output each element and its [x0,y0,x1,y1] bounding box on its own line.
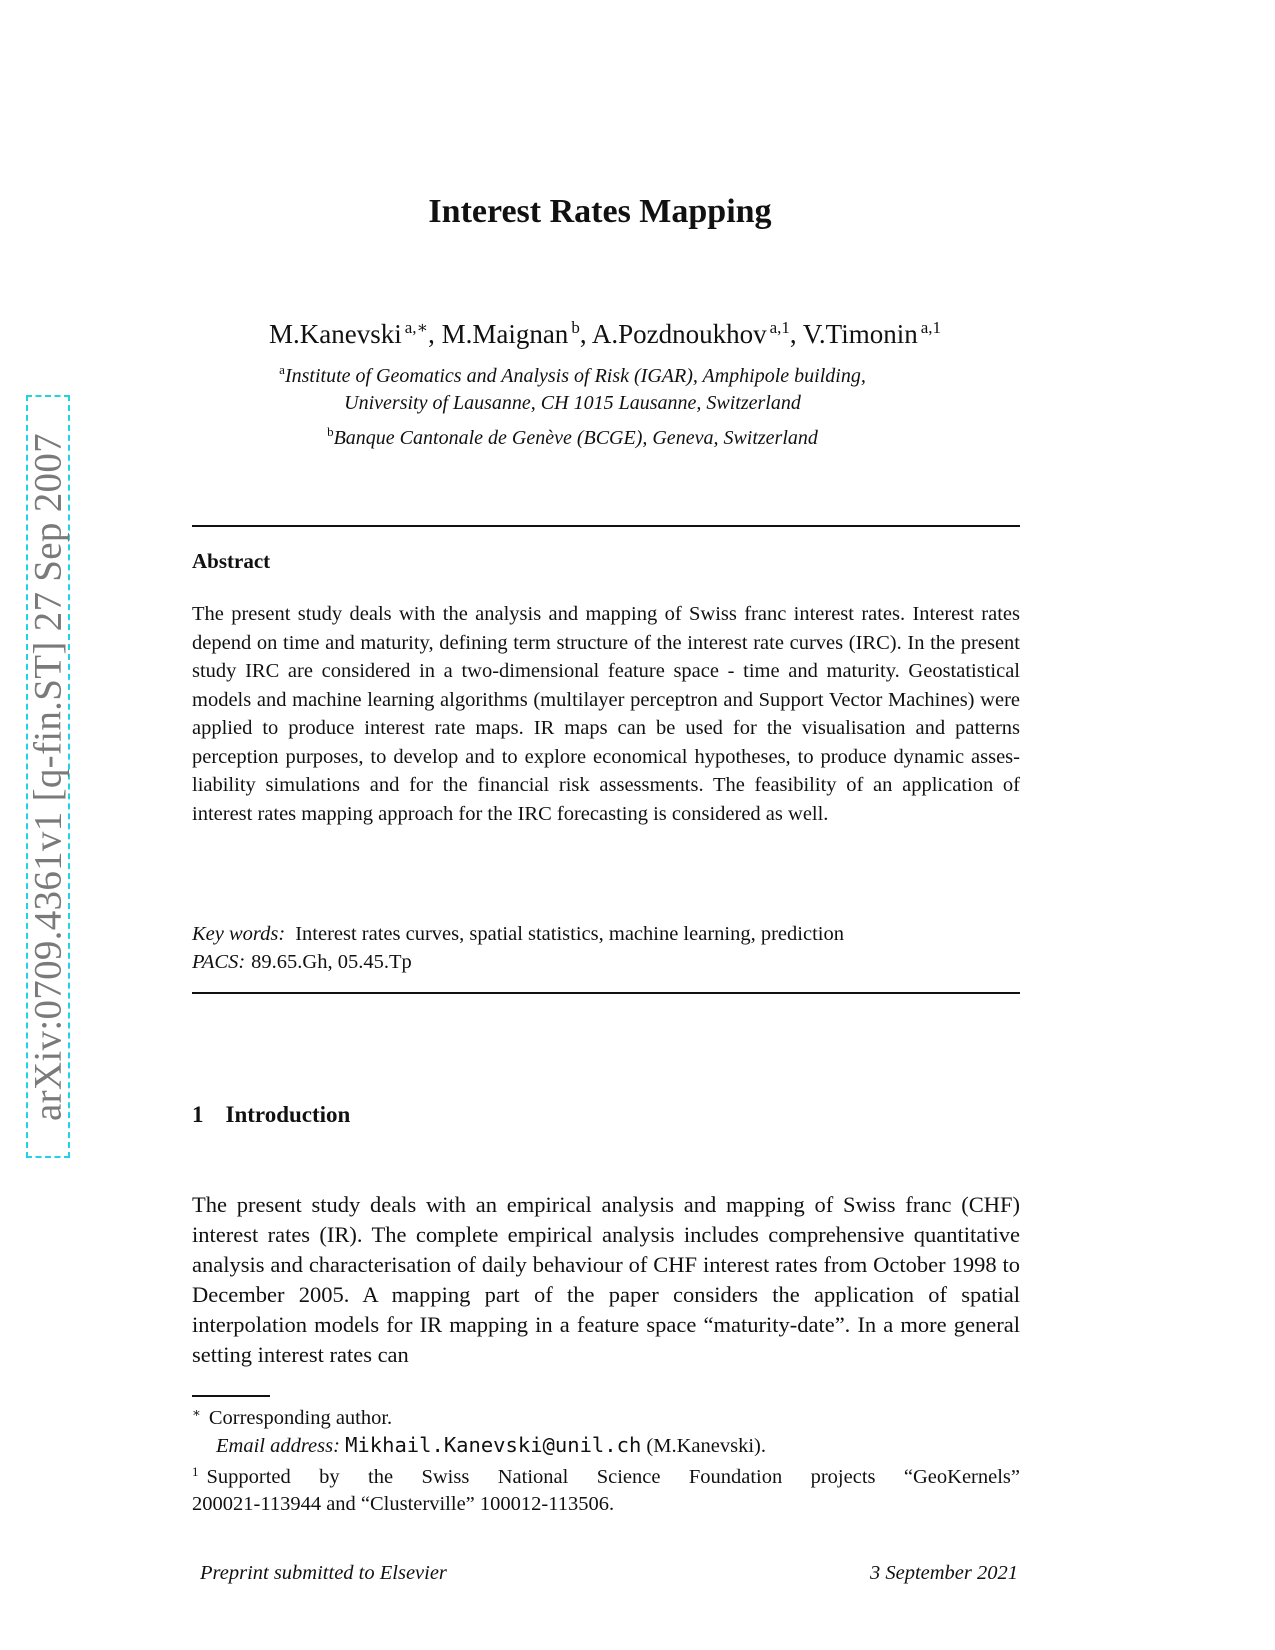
email-address[interactable]: Mikhail.Kanevski@unil.ch [345,1432,642,1457]
affiliation-line: Banque Cantonale de Genève (BCGE), Geneva, Switzerland [333,427,818,449]
footnote-mark: 1 [192,1464,199,1479]
section-number: 1 [192,1102,204,1127]
keywords-text: Interest rates curves, spatial statistics, machine learning, prediction [295,923,844,945]
keywords-label: Key words: [192,923,286,945]
introduction-body: The present study deals with an empirical analysis and mapping of Swiss franc (CHF) interest rates (IR). The complete empirical analysis includes comprehensive quantitative analysis and characterisation of daily behaviour of CHF interest rates from October 1998 to December 2005. A mapping part of the paper considers the application of spatial interpolation models for IR mapping in a feature space “maturity-date”. In a more general setting interest rates can [192,1192,1020,1367]
author-name: A.Pozdnoukhov [591,319,767,349]
footnote-mark: ∗ [192,1405,201,1420]
author-affil-mark: a,∗ [404,318,429,337]
author-list: M.Kanevski $^{a,∗}$, M.Maignan $^b$, A.Pozdnoukhov $^{a,1}$, V.Timonin $^{a,1}$ [268,318,942,349]
paper-title: Interest Rates Mapping [428,193,772,230]
footer-date: 3 September 2021 [869,1562,1018,1584]
author-name: M.Maignan [441,319,569,349]
email-label: Email address: [216,1434,340,1457]
author-affil-mark: a,1 [920,318,942,337]
footnotes [192,1400,1020,1517]
affiliation-a [0,356,1145,417]
footnote-text: Corresponding author. [208,1407,393,1429]
footnote-text: Supported by the Swiss National Science Foundation projects “GeoKernels” [206,1466,1020,1488]
affiliation-line: University of Lausanne, CH 1015 Lausanne, Switzerland [344,392,801,414]
abstract-top-rule [192,525,1020,527]
affiliation-mark: a [279,362,285,377]
author-affil-mark: a,1 [769,318,790,337]
abstract-body: The present study deals with the analysis and mapping of Swiss franc interest rates. Interest rates depend on time and maturity, defining term structure of the interest rate curves (IRC). In the present study IRC are considered in a two-dimensional feature space - time and maturity. Geostatistical models and machine learning algorithms (multilayer perceptron and Support Vector Machines) were applied to produce interest rate maps. IR maps can be used for the visualisation and patterns perception purposes, to develop and to explore economical hypotheses, to produce dynamic asses-liability simulations and for the financial risk assessments. The feasibility of an application of interest rates mapping approach for the IRC forecasting is considered as well. [192,603,1020,825]
footnote-text: 200021-113944 and “Clusterville” 100012-113506. [192,1492,615,1515]
affiliation-line: Institute of Geomatics and Analysis of Risk (IGAR), Amphipole building, [284,365,866,387]
section-title: Introduction [225,1102,351,1127]
author-name: M.Kanevski [268,319,402,349]
affiliation-b [0,418,1145,452]
footnote-rule [192,1395,270,1397]
author-name: V.Timonin [802,319,918,349]
email-owner: (M.Kanevski). [646,1434,766,1457]
pacs-text: 89.65.Gh, 05.45.Tp [251,951,412,973]
affiliation-mark: b [327,424,334,439]
abstract-bottom-rule [192,992,1020,994]
author-affil-mark: b [571,318,580,337]
keywords-block [192,920,1020,976]
arxiv-identifier: arXiv:0709.4361v1 [q-fin.ST] 27 Sep 2007 [26,432,70,1121]
arxiv-stamp [26,395,70,1158]
footer-preprint-note: Preprint submitted to Elsevier [200,1562,447,1584]
section-heading [192,1102,350,1128]
pacs-label: PACS: [192,951,246,973]
abstract-heading: Abstract [192,549,271,573]
